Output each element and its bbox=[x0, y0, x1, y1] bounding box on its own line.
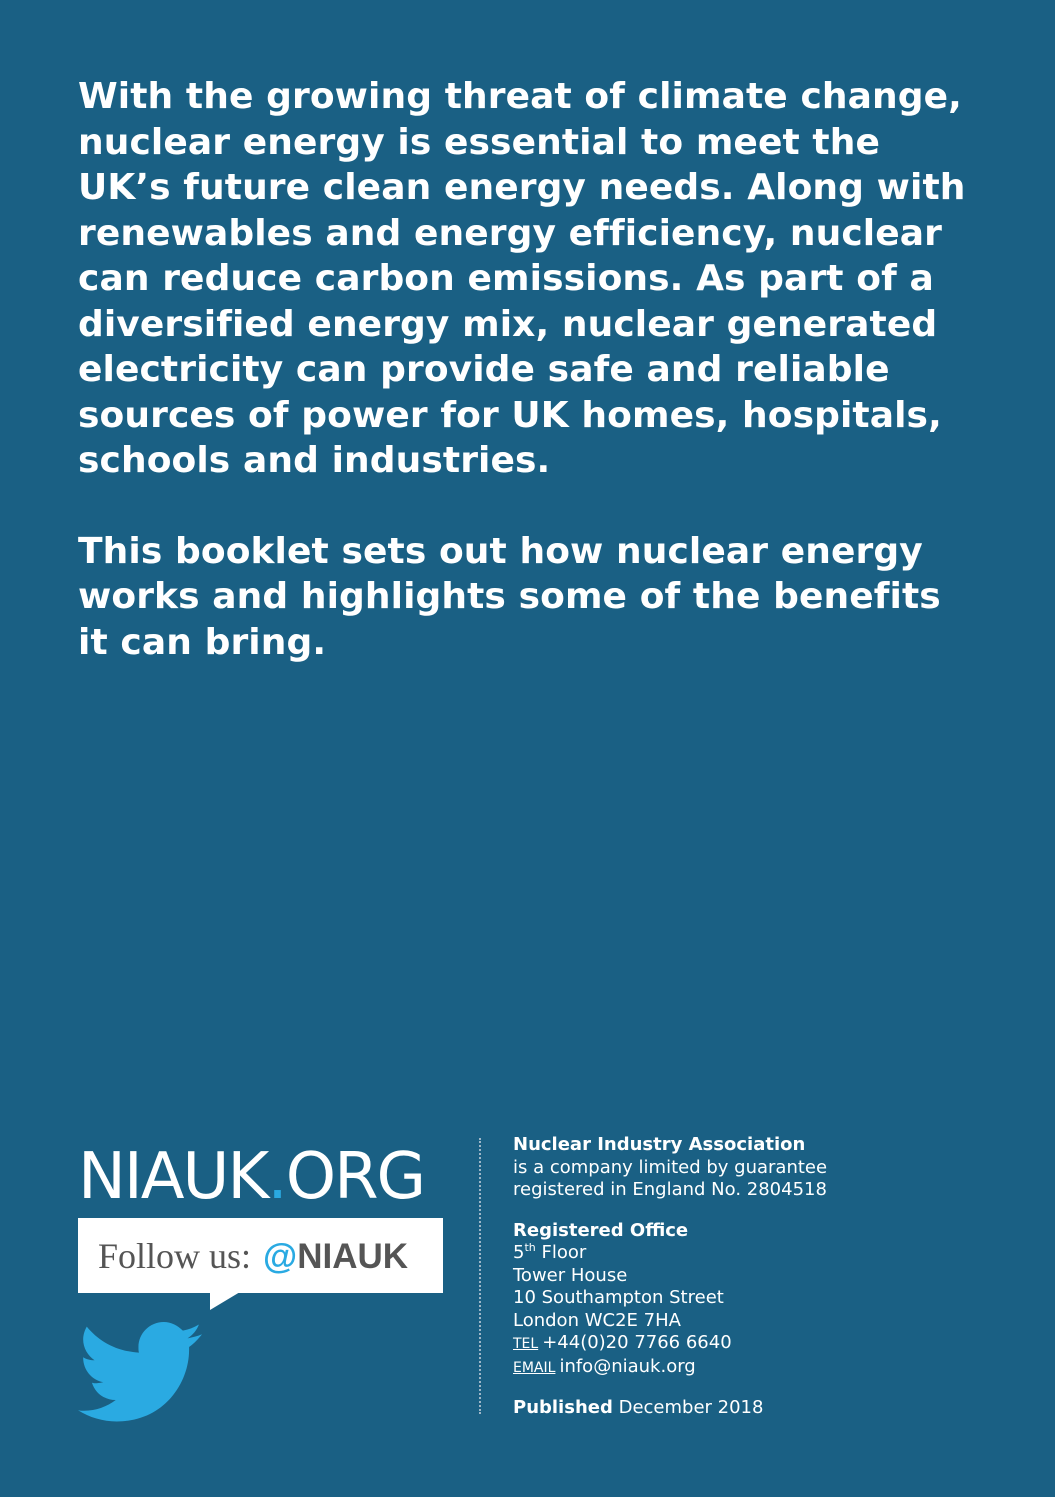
tel-number: +44(0)20 7766 6640 bbox=[542, 1332, 732, 1353]
intro-paragraph-2: This booklet sets out how nuclear energy works and highlights some of the benefits it can bring. bbox=[78, 530, 941, 663]
intro-paragraph-1: With the growing threat of climate change, nuclear energy is essential to meet the UK’s future clean energy needs. Along with renewables and energy efficiency, nuclear can reduce carbon emissions. As part of a diversified energy mix, nuclear generated electricity can provide safe and reliable sources of power for UK homes, hospitals, schools and industries. bbox=[78, 76, 966, 481]
published-label: Published bbox=[513, 1397, 613, 1418]
company-desc-2: registered in England No. 2804518 bbox=[513, 1179, 827, 1200]
site-name: NIAUK bbox=[78, 1140, 268, 1214]
site-tld: ORG bbox=[285, 1140, 425, 1214]
speech-bubble-tail bbox=[210, 1292, 240, 1310]
office-city: London WC2E 7HA bbox=[513, 1309, 681, 1331]
website-link[interactable] bbox=[78, 1138, 424, 1216]
office-building: Tower House bbox=[513, 1264, 628, 1286]
tel-label: TEL bbox=[513, 1336, 539, 1352]
office-tel[interactable] bbox=[513, 1332, 873, 1356]
email-address: info@niauk.org bbox=[559, 1355, 696, 1377]
office-floor bbox=[513, 1242, 873, 1265]
office-street: 10 Southampton Street bbox=[513, 1287, 724, 1308]
office-heading: Registered Office bbox=[513, 1219, 689, 1241]
office-block bbox=[513, 1220, 873, 1380]
email-label: EMAIL bbox=[513, 1359, 556, 1376]
intro-text bbox=[78, 74, 978, 665]
site-dot: . bbox=[267, 1140, 286, 1214]
floor-number: 5 bbox=[513, 1242, 525, 1263]
twitter-handle[interactable] bbox=[263, 1237, 408, 1276]
handle-name: NIAUK bbox=[297, 1237, 409, 1276]
twitter-bird-icon[interactable] bbox=[78, 1322, 202, 1424]
floor-ordinal: th bbox=[524, 1241, 536, 1254]
company-info bbox=[513, 1134, 873, 1420]
vertical-divider bbox=[479, 1138, 481, 1414]
follow-us-callout[interactable] bbox=[78, 1218, 443, 1293]
company-desc-1: is a company limited by guarantee bbox=[513, 1156, 828, 1178]
office-email[interactable] bbox=[513, 1356, 873, 1380]
floor-word: Floor bbox=[541, 1242, 587, 1263]
handle-at: @ bbox=[263, 1237, 298, 1276]
follow-label: Follow us: bbox=[98, 1236, 252, 1276]
company-name: Nuclear Industry Association bbox=[513, 1134, 806, 1155]
published-date: December 2018 bbox=[618, 1397, 764, 1418]
company-block bbox=[513, 1134, 873, 1202]
published-line bbox=[513, 1397, 873, 1420]
